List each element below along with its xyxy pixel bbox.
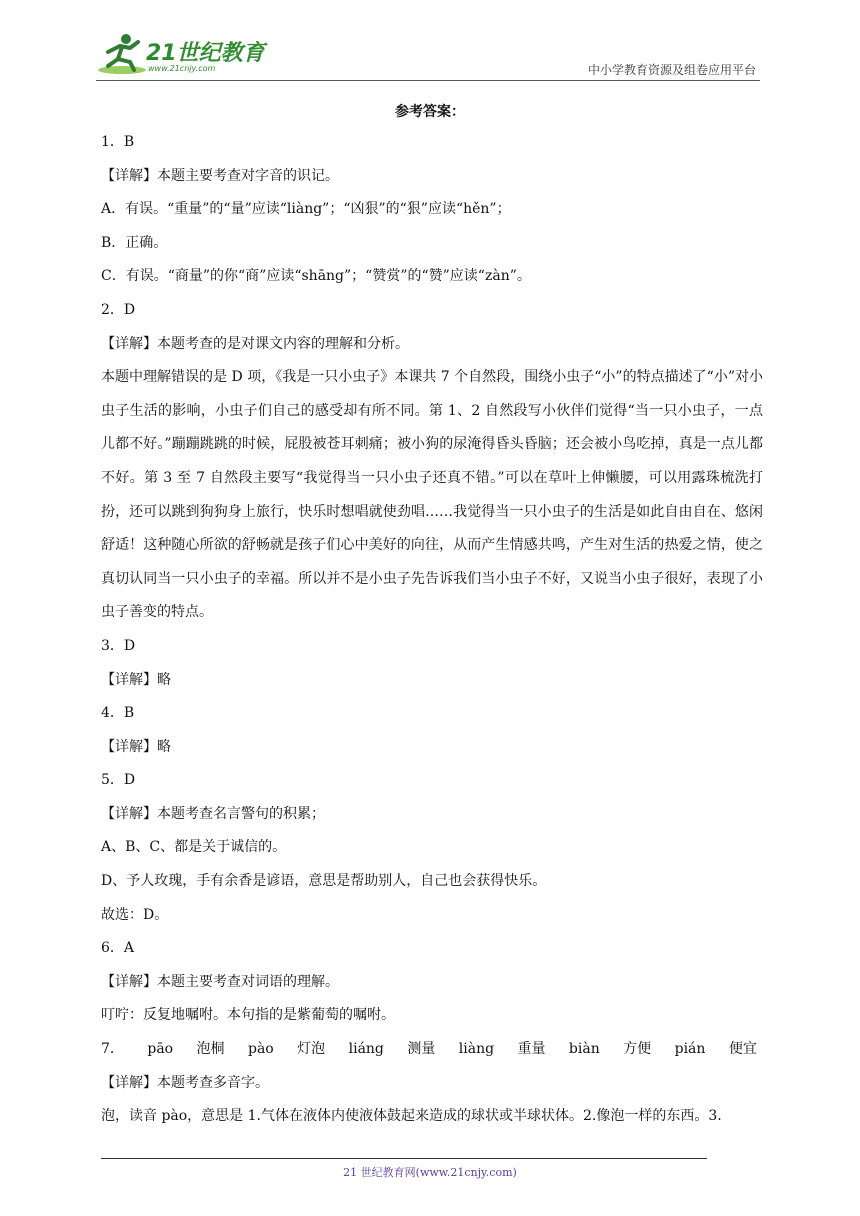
answer-6: 6．A bbox=[101, 940, 135, 957]
answer-5: 5．D bbox=[101, 772, 136, 789]
answer-7-item: pào bbox=[247, 1041, 274, 1058]
explanation-5-conclusion: 故选：D。 bbox=[101, 906, 169, 923]
explanation-1-a: A．有误。“重量”的“量”应读“liàng”；“凶狠”的“狠”应读“hěn”； bbox=[101, 201, 511, 218]
runner-logo-icon bbox=[96, 30, 148, 78]
header-platform-text: 中小学教育资源及组卷应用平台 bbox=[587, 63, 756, 77]
answer-7-item: 泡桐 bbox=[196, 1041, 225, 1058]
footer-divider bbox=[101, 1158, 707, 1159]
page-footer: 21 世纪教育网(www.21cnjy.com) bbox=[343, 1166, 517, 1179]
explanation-7: 【详解】本题考查多音字。 bbox=[101, 1074, 269, 1091]
page-title: 参考答案： bbox=[395, 104, 465, 120]
header-divider bbox=[96, 80, 760, 81]
answer-content bbox=[101, 126, 763, 1134]
answer-1: 1．B bbox=[101, 134, 135, 150]
explanation-7-detail: 泡，读音 pào，意思是 1.气体在液体内使液体鼓起来造成的球状或半球状体。2.像泡一样的东西。3. bbox=[101, 1108, 722, 1125]
answer-7-number: 7． bbox=[101, 1041, 124, 1058]
answer-7-item: 重量 bbox=[517, 1041, 546, 1058]
explanation-5: 【详解】本题考查名言警句的积累； bbox=[101, 805, 325, 822]
logo-text: 21世纪教育 bbox=[146, 41, 265, 66]
explanation-4: 【详解】略 bbox=[101, 738, 171, 755]
answer-7 bbox=[101, 1033, 763, 1067]
answer-7-item: liàng bbox=[458, 1041, 495, 1058]
answer-7-item: 便宜 bbox=[728, 1041, 757, 1058]
explanation-1-c: C．有误。“商量”的你“商”应读“shāng”；“赞赏”的“赞”应读“zàn”。 bbox=[101, 268, 531, 285]
explanation-1-b: B．正确。 bbox=[101, 234, 168, 251]
logo-url: www.21cnjy.com bbox=[148, 64, 216, 73]
answer-3: 3．D bbox=[101, 637, 136, 654]
answer-7-item: 方便 bbox=[623, 1041, 652, 1058]
explanation-6: 【详解】本题主要考查对词语的理解。 bbox=[101, 973, 339, 990]
answer-7-item: pián bbox=[674, 1041, 706, 1058]
answer-7-item: liáng bbox=[348, 1041, 384, 1058]
page-header bbox=[96, 30, 760, 82]
explanation-6-detail: 叮咛：反复地嘱咐。本句指的是紫葡萄的嘱咐。 bbox=[101, 1007, 395, 1024]
answer-4: 4．B bbox=[101, 705, 135, 722]
answer-7-item: 灯泡 bbox=[297, 1041, 326, 1058]
explanation-2: 【详解】本题考查的是对课文内容的理解和分析。 bbox=[101, 335, 409, 352]
explanation-5-abc: A、B、C、都是关于诚信的。 bbox=[101, 839, 287, 856]
explanation-2-paragraph: 本题中理解错误的是 D 项，《我是一只小虫子》本课共 7 个自然段，围绕小虫子“小”的特点描述了“小”对小虫子生活的影响，小虫子们自己的感受却有所不同。第 1、2 自然段写小伙伴们觉得“当一只小虫子，一点儿都不好。”蹦蹦跳跳的时候，屁股被苍耳刺痛；被小狗的尿淹得昏头昏脑；还会被小鸟吃掉，真是一点儿都不好。第 3 至 7 自然段主要写“我觉得当一只小虫子还真不错。”可以在草叶上伸懒腰，可以用露珠梳洗打扮，还可以跳到狗狗身上旅行，快乐时想唱就使劲唱……我觉得当一只小虫子的生活是如此自由自在、悠闲舒适！这种随心所欲的舒畅就是孩子们心中美好的向往，从而产生情感共鸣，产生对生活的热爱之情，使之真切认同当一只小虫子的幸福。所以并不是小虫子先告诉我们当小虫子不好，又说当小虫子很好，表现了小虫子善变的特点。 bbox=[101, 369, 763, 621]
explanation-3: 【详解】略 bbox=[101, 671, 171, 688]
answer-7-item: pāo bbox=[147, 1041, 174, 1058]
explanation-1: 【详解】本题主要考查对字音的识记。 bbox=[101, 167, 339, 184]
answer-2: 2．D bbox=[101, 301, 136, 318]
site-logo bbox=[96, 30, 266, 78]
explanation-5-d: D、予人玫瑰，手有余香是谚语，意思是帮助别人，自己也会获得快乐。 bbox=[101, 873, 547, 890]
answer-7-item: biàn bbox=[568, 1041, 600, 1058]
answer-7-item: 测量 bbox=[407, 1041, 436, 1058]
